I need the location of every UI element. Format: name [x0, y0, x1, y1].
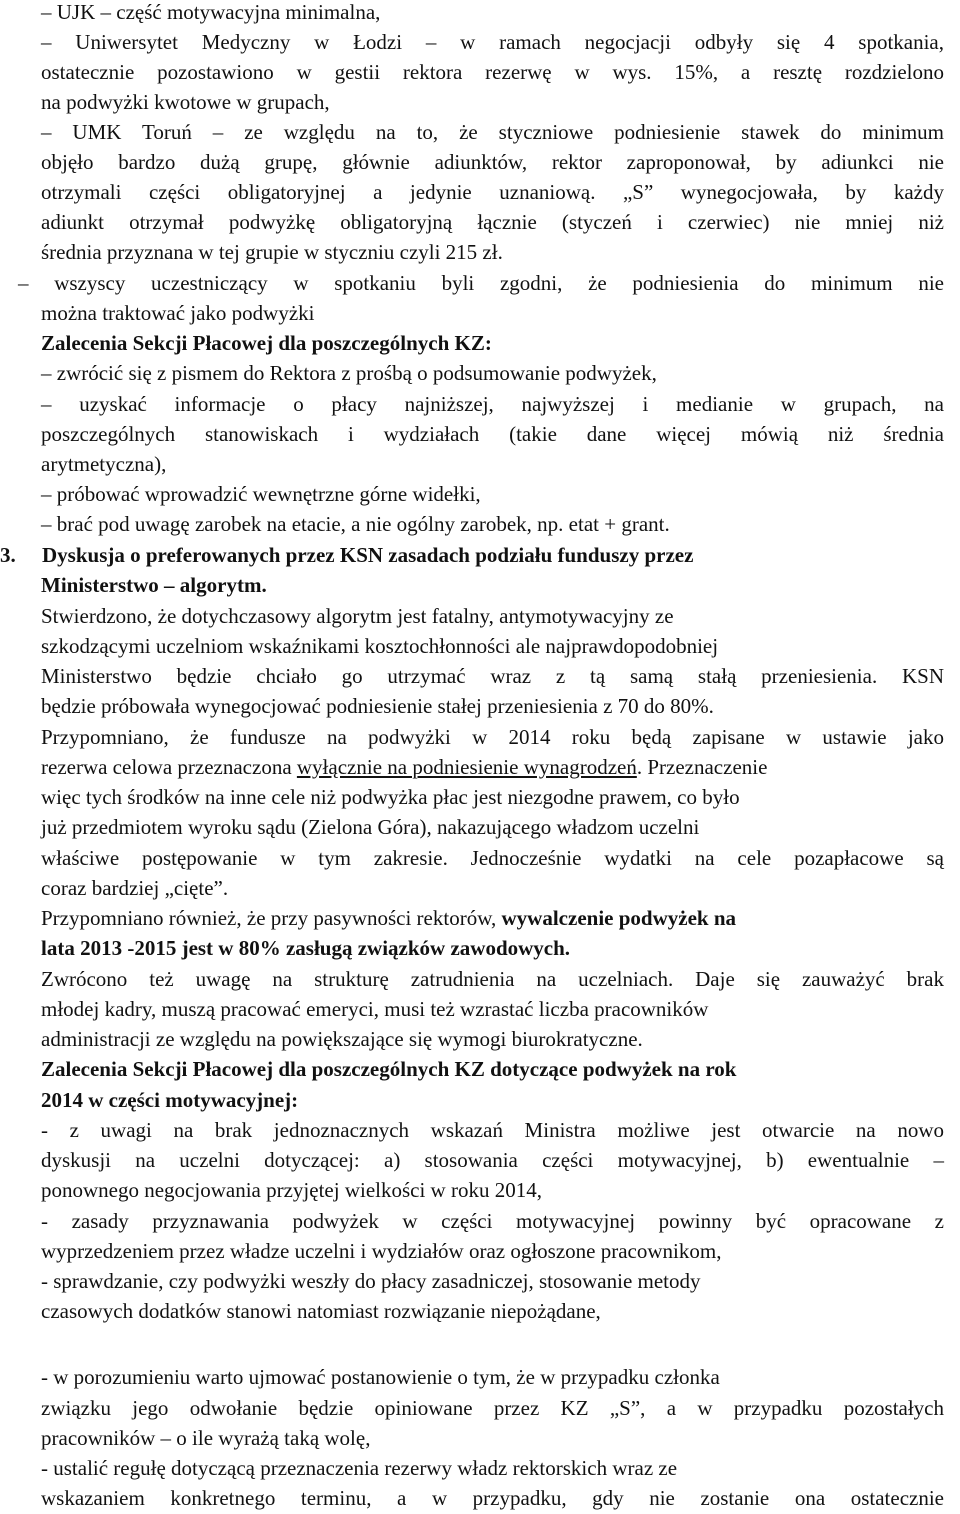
text-line: Przypomniano również, że przy pasywności rektorów, wywalczenie podwyżek na [41, 906, 737, 930]
section-heading: Zalecenia Sekcji Płacowej dla poszczególnych KZ: [41, 331, 492, 355]
text-line: pracowników – o ile wyrażą taką wolę, [41, 1426, 371, 1450]
text-line: na podwyżki kwotowe w grupach, [41, 90, 330, 114]
text-line: wskazaniem konkretnego terminu, a w przypadku, gdy nie zostanie ona ostatecznie [41, 1486, 944, 1510]
list-item: - z uwagi na brak jednoznacznych wskazań Ministra możliwe jest otwarcie na nowo [41, 1118, 944, 1142]
section-3-title: 3. Dyskusja o preferowanych przez KSN zasadach podziału funduszy przez [41, 540, 944, 570]
text-line: Zwrócono też uwagę na strukturę zatrudnienia na uczelniach. Daje się zauważyć brak [41, 967, 944, 991]
text-line: rezerwa celowa przeznaczona wyłącznie na podniesienie wynagrodzeń. Przeznaczenie [41, 755, 768, 779]
section-heading-cont: 2014 w części motywacyjnej: [41, 1088, 299, 1112]
text-line: ostatecznie pozostawiono w gestii rektora rezerwę w wys. 15%, a resztę rozdzielono [41, 60, 944, 84]
text-line: – uzyskać informacje o płacy najniższej, najwyższej i medianie w grupach, na [41, 392, 944, 416]
underlined-text: wyłącznie na podniesienie wynagrodzeń [296, 755, 637, 779]
text-line: dyskusji na uczelni dotyczącej: a) stosowania części motywacyjnej, b) ewentualnie – [41, 1148, 944, 1172]
text-line: lata 2013 -2015 jest w 80% zasługą związków zawodowych. [41, 936, 571, 960]
text-line: poszczególnych stanowiskach i wydziałach (takie dane więcej mówią niż średnia [41, 422, 944, 446]
text-line: – UMK Toruń – ze względu na to, że styczniowe podniesienie stawek do minimum [41, 120, 944, 144]
text-line: Ministerstwo będzie chciało go utrzymać wraz z tą samą stałą przeniesienia. KSN [41, 664, 944, 688]
text-line: – zwrócić się z pismem do Rektora z prośbą o podsumowanie podwyżek, [41, 361, 657, 385]
text-line: właściwe postępowanie w tym zakresie. Jednocześnie wydatki na cele pozapłacowe są [41, 846, 944, 870]
text-line: Przypomniano, że fundusze na podwyżki w 2014 roku będą zapisane w ustawie jako [41, 725, 944, 749]
list-item: - zasady przyznawania podwyżek w części motywacyjnej powinny być opracowane z [41, 1209, 944, 1233]
text-line: wyprzedzeniem przez władze uczelni i wydziałów oraz ogłoszone pracownikom, [41, 1239, 722, 1263]
text-line: – próbować wprowadzić wewnętrzne górne widełki, [41, 482, 481, 506]
section-number: 3. [0, 543, 16, 567]
text-line: administracji ze względu na powiększające się wymogi biurokratyczne. [41, 1027, 643, 1051]
text-line: Stwierdzono, że dotychczasowy algorytm jest fatalny, antymotywacyjny ze [41, 604, 674, 628]
text-line: coraz bardziej „cięte”. [41, 876, 229, 900]
section-heading: Zalecenia Sekcji Płacowej dla poszczególnych KZ dotyczące podwyżek na rok [41, 1057, 737, 1081]
list-item: - w porozumieniu warto ujmować postanowienie o tym, że w przypadku członka [41, 1365, 720, 1389]
list-item: - ustalić regułę dotyczącą przeznaczenia rezerwy władz rektorskich wraz ze [41, 1456, 678, 1480]
text-line: – brać pod uwagę zarobek na etacie, a nie ogólny zarobek, np. etat + grant. [41, 512, 670, 536]
text-line: już przedmiotem wyroku sądu (Zielona Góra), nakazującego władzom uczelni [41, 815, 700, 839]
text-line: młodej kadry, muszą pracować emeryci, musi też wzrastać liczba pracowników [41, 997, 709, 1021]
text-line: można traktować jako podwyżki [41, 301, 315, 325]
text-line: ponownego negocjowania przyjętej wielkości w roku 2014, [41, 1178, 542, 1202]
text-line: więc tych środków na inne cele niż podwyżka płac jest niezgodne prawem, co było [41, 785, 740, 809]
text-line: będzie próbowała wynegocjować podniesienie stałej przeniesienia z 70 do 80%. [41, 694, 714, 718]
text-line: związku jego odwołanie będzie opiniowane przez KZ „S”, a w przypadku pozostałych [41, 1396, 944, 1420]
text-line: średnia przyznana w tej grupie w styczniu czyli 215 zł. [41, 240, 503, 264]
text-line: czasowych dodatków stanowi natomiast rozwiązanie niepożądane, [41, 1299, 601, 1323]
text-line: – Uniwersytet Medyczny w Łodzi – w ramach negocjacji odbyły się 4 spotkania, [41, 30, 944, 54]
text-line: adiunkt otrzymał podwyżkę obligatoryjną łącznie (styczeń i czerwiec) nie mniej niż [41, 210, 944, 234]
text-line: – wszyscy uczestniczący w spotkaniu byli zgodni, że podniesienia do minimum nie [18, 271, 944, 295]
section-3-title-cont: Ministerstwo – algorytm. [41, 573, 267, 597]
text-line: arytmetyczna), [41, 452, 167, 476]
text-line: – UJK – część motywacyjna minimalna, [41, 0, 381, 24]
text-line: objęło bardzo dużą grupę, głównie adiunktów, rektor zaproponował, by adiunkci nie [41, 150, 944, 174]
text-line: otrzymali części obligatoryjnej a jedynie uznaniową. „S” wynegocjowała, by każdy [41, 180, 944, 204]
list-item: - sprawdzanie, czy podwyżki weszły do płacy zasadniczej, stosowanie metody [41, 1269, 701, 1293]
text-line: szkodzącymi uczelniom wskaźnikami kosztochłonności ale najprawdopodobniej [41, 634, 719, 658]
